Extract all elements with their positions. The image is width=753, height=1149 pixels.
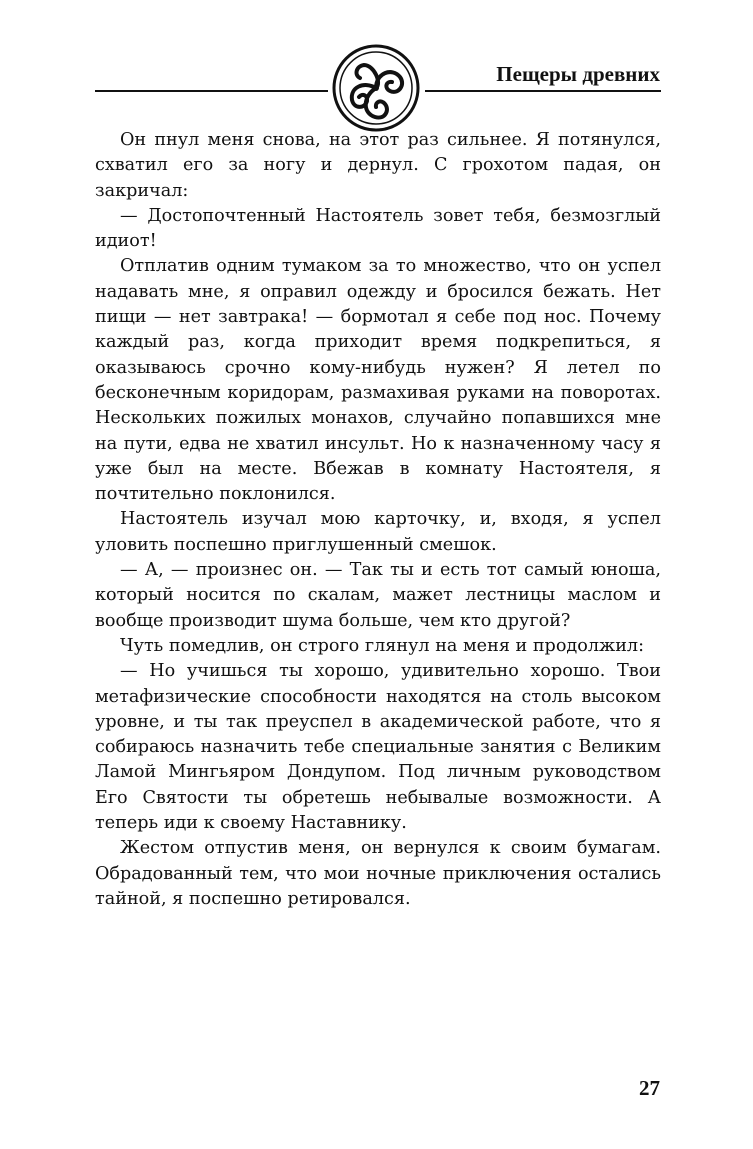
paragraph: Чуть помедлив, он строго глянул на меня и продолжил: (120, 635, 645, 656)
header-rule-right (425, 90, 661, 92)
body-text (95, 128, 661, 912)
paragraph: — Достопочтенный Настоятель зовет тебя, безмозглый идиот! (95, 205, 661, 252)
running-head-title: Пещеры древних (496, 62, 660, 86)
paragraph: Настоятель изучал мою карточку, и, входя, я успел уловить поспешно приглушенный смешок. (95, 509, 661, 555)
celtic-triskele-icon (330, 43, 422, 133)
page-number: 27 (639, 1076, 660, 1100)
header-rule-left (95, 90, 328, 92)
paragraph: — А, — произнес он. — Так ты и есть тот самый юноша, который носится по скалам, мажет лестницы маслом и вообще производит шума больше, чем кто другой? (95, 560, 661, 631)
paragraph: Он пнул меня снова, на этот раз сильнее. Я потянулся, схватил его за ногу и дернул. С грохотом падая, он закричал: (95, 130, 661, 201)
paragraph: — Но учишься ты хорошо, удивительно хорошо. Твои метафизические способности находятся на столь высоком уровне, и ты так преуспел в академической работе, что я собираюсь назначить тебе специальные занятия с Великим Ламой Мингьяром Дондупом. Под личным руководством Его Святости ты обретешь небывалые возможности. А теперь иди к своему Наставнику. (95, 661, 661, 834)
paragraph: Жестом отпустив меня, он вернулся к своим бумагам. Обрадованный тем, что мои ночные приключения остались тайной, я поспешно ретировался. (95, 838, 661, 909)
paragraph: Отплатив одним тумаком за то множество, что он успел надавать мне, я оправил одежду и бросился бежать. Нет пищи — нет завтрака! — бормотал я себе под нос. Почему каждый раз, когда приходит время подкрепиться, я оказываюсь срочно кому-нибудь нужен? Я летел по бесконечным коридорам, размахивая руками на поворотах. Нескольких пожилых монахов, случайно попавшихся мне на пути, едва не хватил инсульт. Но к назначенному часу я уже был на месте. Вбежав в комнату Настоятеля, я почтительно поклонился. (95, 256, 661, 505)
